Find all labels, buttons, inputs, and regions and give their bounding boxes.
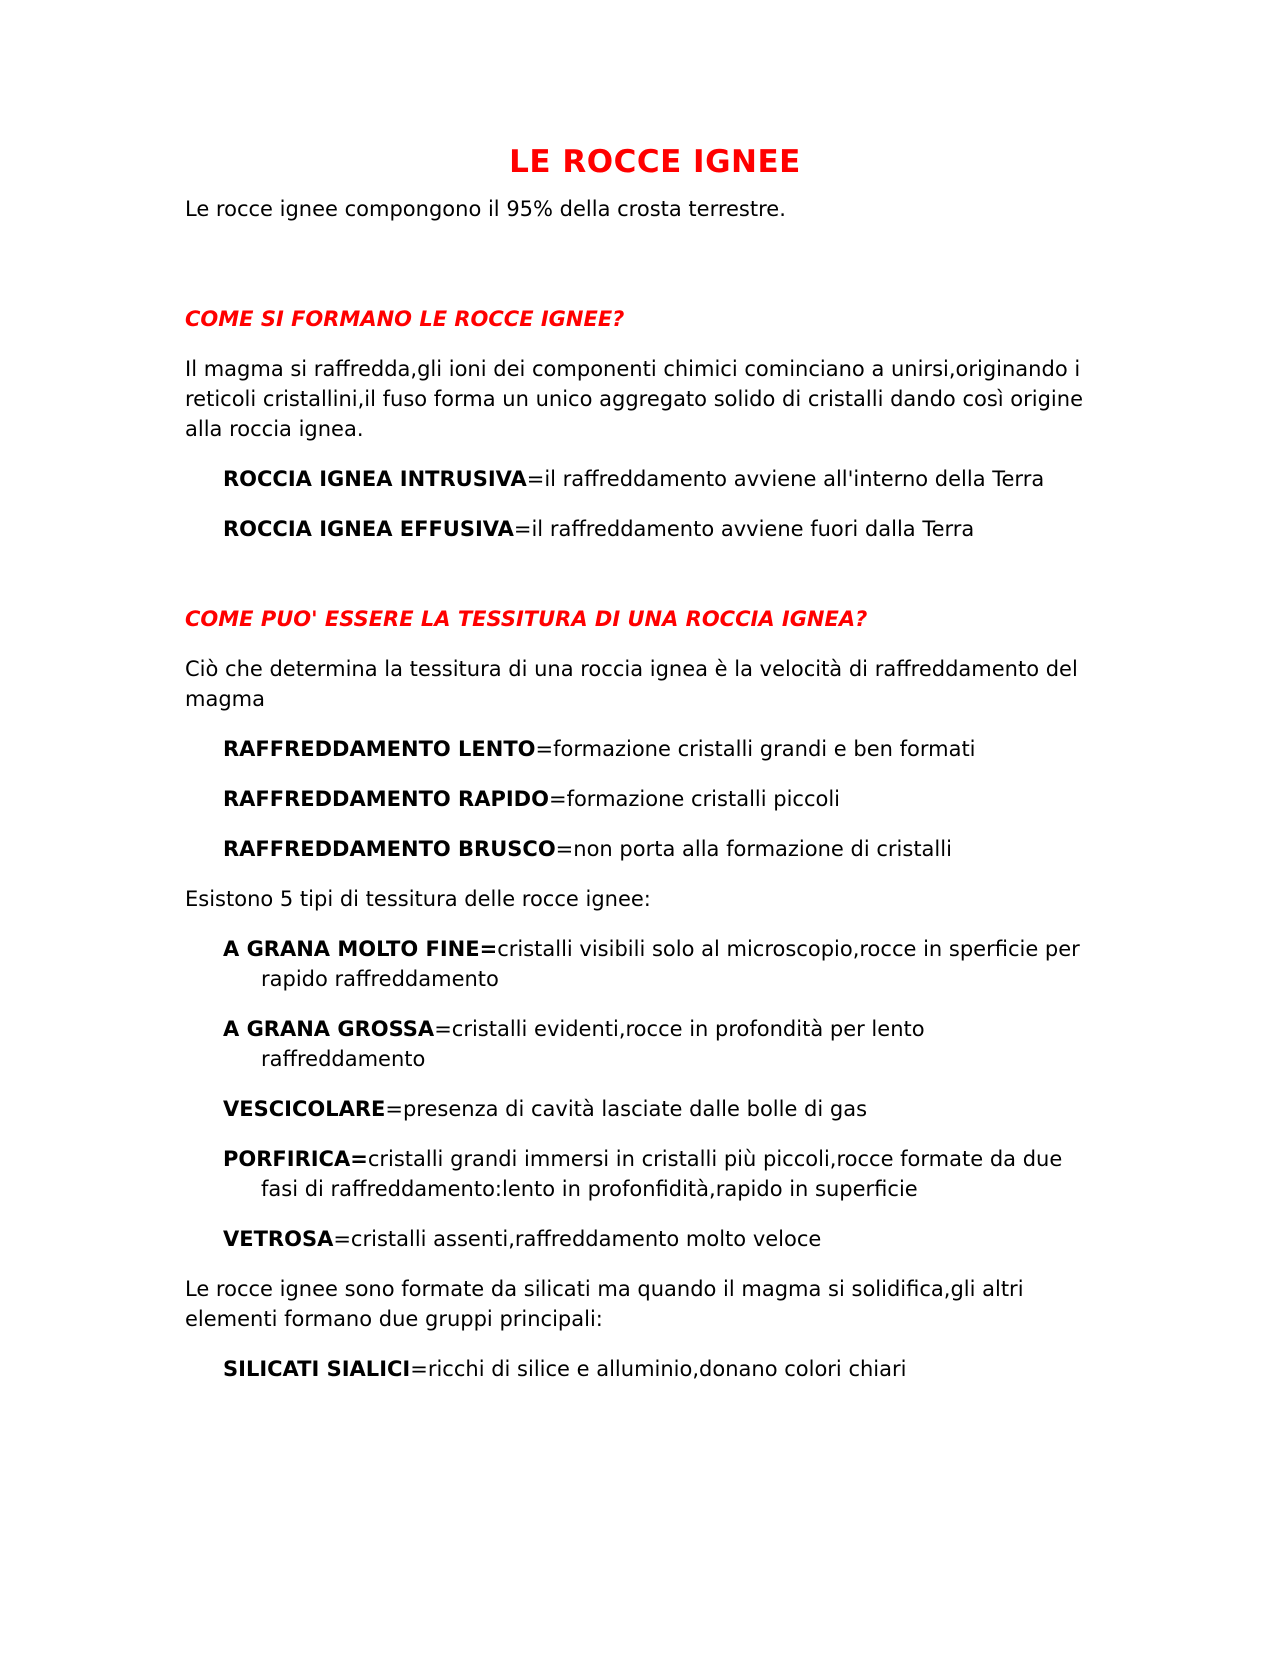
definition-item — [223, 1224, 1085, 1254]
definition-term: RAFFREDDAMENTO BRUSCO — [223, 837, 556, 861]
definition-text: =presenza di cavità lasciate dalle bolle di gas — [385, 1097, 868, 1121]
definition-text: =non porta alla formazione di cristalli — [555, 837, 952, 861]
texture-types-intro: Esistono 5 tipi di tessitura delle rocce ignee: — [185, 887, 651, 911]
document-title: LE ROCCE IGNEE — [509, 144, 801, 180]
definition-term: A GRANA GROSSA — [223, 1017, 435, 1041]
section-spacer — [185, 564, 1085, 604]
definition-item — [223, 1094, 1085, 1124]
definition-term: RAFFREDDAMENTO LENTO — [223, 737, 536, 761]
intro-paragraph: Le rocce ignee compongono il 95% della crosta terrestre. — [185, 197, 786, 221]
definition-item — [223, 734, 1085, 764]
definition-text: =il raffreddamento avviene fuori dalla Terra — [513, 517, 975, 541]
definition-text: =formazione cristalli piccoli — [548, 787, 841, 811]
definition-text: =cristalli assenti,raffreddamento molto veloce — [333, 1227, 822, 1251]
definition-text: =cristalli evidenti,rocce in profondità per lento raffreddamento — [261, 1017, 925, 1071]
definition-term: VETROSA — [223, 1227, 334, 1251]
definition-term: ROCCIA IGNEA EFFUSIVA — [223, 517, 514, 541]
definition-text: =il raffreddamento avviene all'interno della Terra — [526, 467, 1045, 491]
definition-item — [223, 464, 1085, 494]
definition-term: PORFIRICA= — [223, 1147, 368, 1171]
section-spacer — [185, 244, 1085, 304]
silicates-intro: Le rocce ignee sono formate da silicati ma quando il magma si solidifica,gli altri elementi formano due gruppi principali: — [185, 1277, 1024, 1331]
definition-term: ROCCIA IGNEA INTRUSIVA — [223, 467, 527, 491]
definition-term: RAFFREDDAMENTO RAPIDO — [223, 787, 549, 811]
section-heading-formation: COME SI FORMANO LE ROCCE IGNEE? — [185, 307, 625, 331]
definition-item — [223, 934, 1085, 994]
definition-item — [223, 1144, 1085, 1204]
definition-text: cristalli grandi immersi in cristalli più piccoli,rocce formate da due fasi di raffreddamento:lento in profonfidità,rapido in superficie — [261, 1147, 1063, 1201]
definition-term: VESCICOLARE — [223, 1097, 386, 1121]
definition-item — [223, 1014, 1085, 1074]
definition-item — [223, 834, 1085, 864]
document-page — [185, 140, 1085, 1404]
texture-paragraph: Ciò che determina la tessitura di una roccia ignea è la velocità di raffreddamento del magma — [185, 657, 1078, 711]
definition-item — [223, 514, 1085, 544]
definition-text: =ricchi di silice e alluminio,donano colori chiari — [410, 1357, 907, 1381]
definition-term: A GRANA MOLTO FINE= — [223, 937, 498, 961]
definition-item — [223, 784, 1085, 814]
definition-text: =formazione cristalli grandi e ben formati — [535, 737, 976, 761]
definition-term: SILICATI SIALICI — [223, 1357, 411, 1381]
definition-text: cristalli visibili solo al microscopio,rocce in sperficie per rapido raffreddamento — [261, 937, 1080, 991]
definition-item — [223, 1354, 1085, 1384]
formation-paragraph: Il magma si raffredda,gli ioni dei componenti chimici cominciano a unirsi,originando i reticoli cristallini,il fuso forma un unico aggregato solido di cristalli dando così origine alla roccia ignea. — [185, 357, 1083, 441]
section-heading-texture: COME PUO' ESSERE LA TESSITURA DI UNA ROCCIA IGNEA? — [185, 607, 868, 631]
